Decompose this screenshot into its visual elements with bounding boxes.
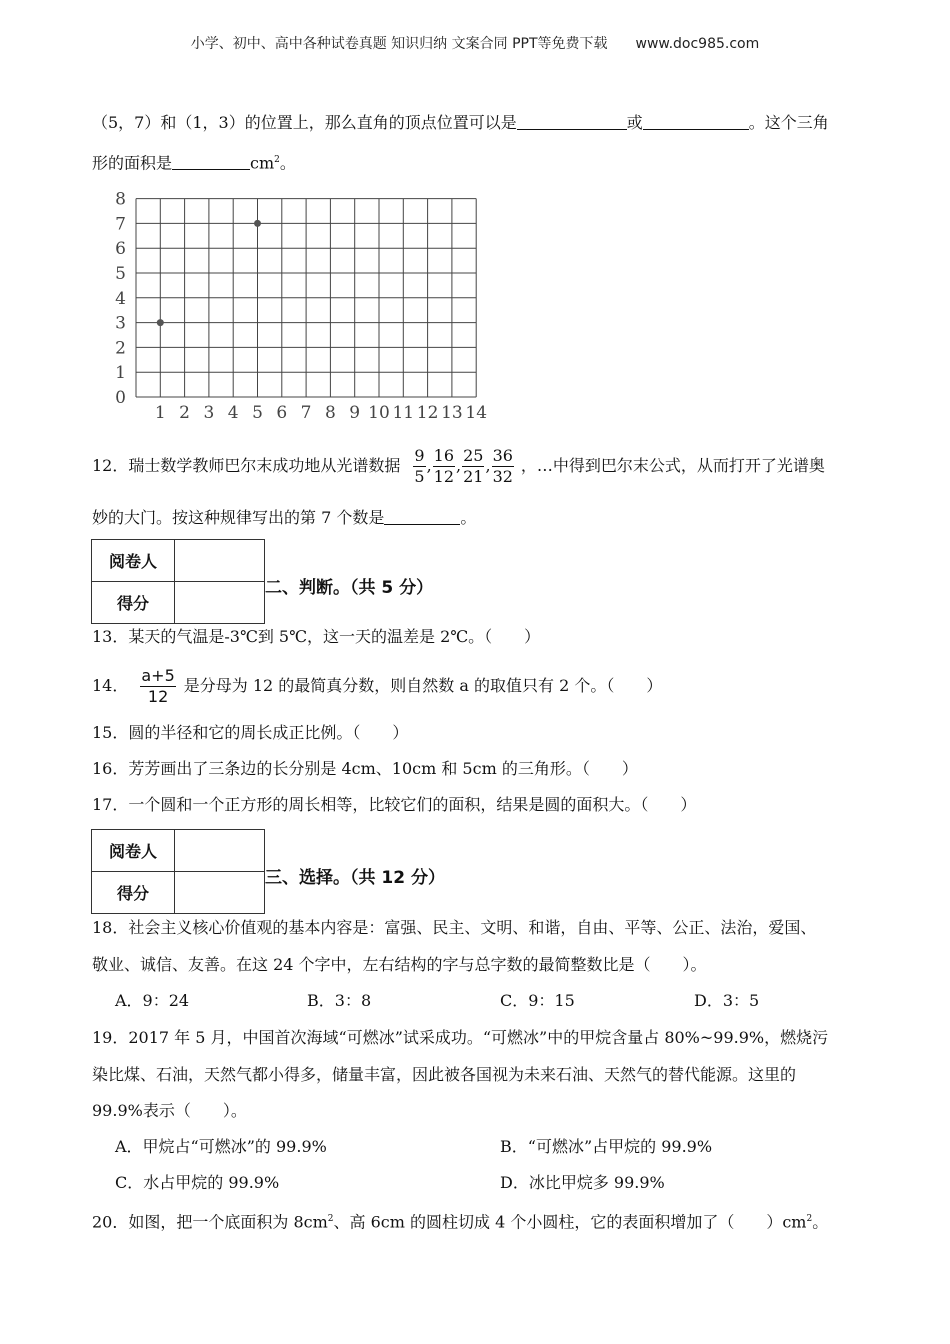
q18-option-a[interactable]: A．9：24 — [115, 991, 190, 1010]
grid-lines — [136, 199, 476, 397]
q12-end: 。 — [460, 508, 477, 527]
q20-end: 。 — [812, 1212, 829, 1232]
y-tick-label: 0 — [115, 388, 126, 408]
y-tick-label: 6 — [115, 239, 126, 260]
q12-line1 — [92, 446, 825, 486]
q11-unit-sup: 2 — [274, 155, 280, 165]
q11-text-c: 形的面积是 — [92, 153, 173, 173]
q17: 17．一个圆和一个正方形的周长相等，比较它们的面积，结果是圆的面积大。（ ） — [92, 795, 697, 814]
x-tick-label: 6 — [276, 403, 288, 422]
y-tick-label: 5 — [115, 264, 126, 284]
q18-option-b[interactable]: B．3：8 — [307, 991, 372, 1010]
q19-line1: 19．2017 年 5 月，中国首次海域“可燃冰”试采成功。“可燃冰”中的甲烷含量占 80%~99.9%，燃烧污 — [92, 1028, 829, 1047]
q12-blank[interactable] — [384, 508, 460, 525]
y-tick-label: 4 — [115, 288, 126, 309]
score-label: 得分 — [92, 582, 175, 624]
reviewer-label: 阅卷人 — [92, 540, 175, 582]
q18-line1: 18．社会主义核心价值观的基本内容是：富强、民主、文明、和谐，自由、平等、公正、法治，爱国、 — [92, 918, 817, 937]
y-tick-label: 8 — [115, 189, 126, 210]
q19-option-d[interactable]: D．冰比甲烷多 99.9% — [500, 1173, 665, 1192]
q11-line1 — [92, 113, 829, 133]
q11-blank-1[interactable] — [517, 113, 627, 130]
q12-suffix: ，…中得到巴尔末公式，从而打开了光谱奥 — [520, 456, 825, 475]
q19-option-a[interactable]: A．甲烷占“可燃冰”的 99.9% — [115, 1137, 327, 1156]
q12-fraction-2: $\frac{16}{12}$ — [433, 445, 455, 486]
data-point — [157, 319, 164, 326]
y-tick-label: 2 — [115, 338, 126, 359]
x-tick-label: 2 — [179, 403, 191, 422]
x-tick-label: 9 — [349, 403, 361, 422]
q20 — [92, 1209, 828, 1232]
q19-line3: 99.9%表示（ ）。 — [92, 1101, 247, 1120]
q11-text-a: （5，7）和（1，3）的位置上，那么直角的顶点位置可以是 — [92, 113, 517, 132]
q12-sep: , — [485, 455, 491, 475]
q12-sep: , — [426, 455, 432, 475]
reviewer-label: 阅卷人 — [92, 830, 175, 872]
q18-option-d[interactable]: D．3：5 — [694, 991, 760, 1010]
score-cell[interactable] — [175, 872, 265, 914]
q20-sup2: 2 — [806, 1214, 813, 1224]
q14-fraction: $\frac{a+5}{12}$ — [141, 665, 175, 706]
x-tick-label: 3 — [203, 403, 215, 422]
data-point — [254, 220, 261, 227]
q20-text-b: 、高 6cm 的圆柱切成 4 个小圆柱，它的表面积增加了（ ）cm — [333, 1212, 807, 1232]
q15: 15．圆的半径和它的周长成正比例。（ ） — [92, 723, 409, 742]
q20-sup: 2 — [327, 1214, 334, 1224]
section3-title: 三、选择。（共 12 分） — [265, 868, 445, 888]
q11-text-b: 。这个三角 — [748, 113, 829, 132]
q12-sep: , — [456, 455, 462, 475]
q13: 13．某天的气温是-3℃到 5℃，这一天的温差是 2℃。（ ） — [92, 627, 541, 646]
q12-text: 妙的大门。按这种规律写出的第 7 个数是 — [92, 508, 385, 527]
q12-fraction-1: $\frac{9}{5}$ — [414, 445, 425, 486]
q19-line2: 染比煤、石油，天然气都小得多，储量丰富，因此被各国视为未来石油、天然气的替代能源。这里的 — [92, 1065, 797, 1084]
header-slogan: 小学、初中、高中各种试卷真题 知识归纳 文案合同 PPT等免费下载 — [190, 36, 608, 52]
q12-prefix: 12．瑞士数学教师巴尔末成功地从光谱数据 — [92, 456, 401, 475]
q14-text: 是分母为 12 的最简真分数，则自然数 a 的取值只有 2 个。（ ） — [183, 676, 663, 695]
page-header — [0, 34, 950, 54]
y-tick-label: 1 — [115, 363, 126, 384]
q14 — [92, 664, 662, 708]
x-tick-label: 5 — [252, 403, 263, 422]
q11-blank-3[interactable] — [172, 153, 250, 170]
x-tick-label: 11 — [392, 403, 415, 422]
score-box-section3 — [91, 829, 265, 914]
y-tick-label: 7 — [115, 214, 126, 235]
section2-title: 二、判断。（共 5 分） — [265, 578, 434, 598]
y-tick-label: 3 — [115, 313, 126, 334]
q12-fraction-4: $\frac{36}{32}$ — [492, 445, 513, 486]
x-tick-label: 8 — [324, 403, 336, 422]
q11-or: 或 — [626, 113, 643, 132]
x-tick-labels — [155, 403, 487, 422]
x-tick-label: 14 — [465, 403, 488, 422]
q12-fractions — [412, 446, 515, 487]
q18-option-c[interactable]: C．9：15 — [500, 991, 575, 1010]
reviewer-cell[interactable] — [175, 540, 265, 582]
score-label: 得分 — [92, 872, 175, 914]
q19-option-c[interactable]: C．水占甲烷的 99.9% — [115, 1173, 280, 1192]
q12-line2 — [92, 508, 476, 528]
q11-line2 — [92, 150, 296, 173]
x-tick-label: 12 — [416, 403, 439, 422]
q14-num: 14． — [92, 676, 129, 695]
y-tick-labels — [115, 190, 126, 408]
q19-option-b[interactable]: B．“可燃冰”占甲烷的 99.9% — [500, 1137, 713, 1156]
x-tick-label: 10 — [368, 403, 390, 422]
q11-unit: cm — [250, 153, 275, 173]
q16: 16．芳芳画出了三条边的长分别是 4cm、10cm 和 5cm 的三角形。（ ） — [92, 759, 638, 778]
x-tick-label: 4 — [227, 403, 239, 422]
header-url: www.doc985.com — [635, 36, 760, 52]
coordinate-grid-chart — [112, 186, 492, 422]
q20-text-a: 20．如图，把一个底面积为 8cm — [92, 1212, 328, 1232]
x-tick-label: 13 — [441, 403, 463, 422]
reviewer-cell[interactable] — [175, 830, 265, 872]
q12-fraction-3: $\frac{25}{21}$ — [463, 445, 484, 486]
score-box-section2 — [91, 539, 265, 624]
q18-line2: 敬业、诚信、友善。在这 24 个字中，左右结构的字与总字数的最简整数比是（ ）。 — [92, 955, 707, 974]
q11-end: 。 — [279, 153, 296, 173]
x-tick-label: 1 — [154, 403, 166, 422]
q11-blank-2[interactable] — [643, 113, 749, 130]
x-tick-label: 7 — [300, 403, 312, 422]
score-cell[interactable] — [175, 582, 265, 624]
